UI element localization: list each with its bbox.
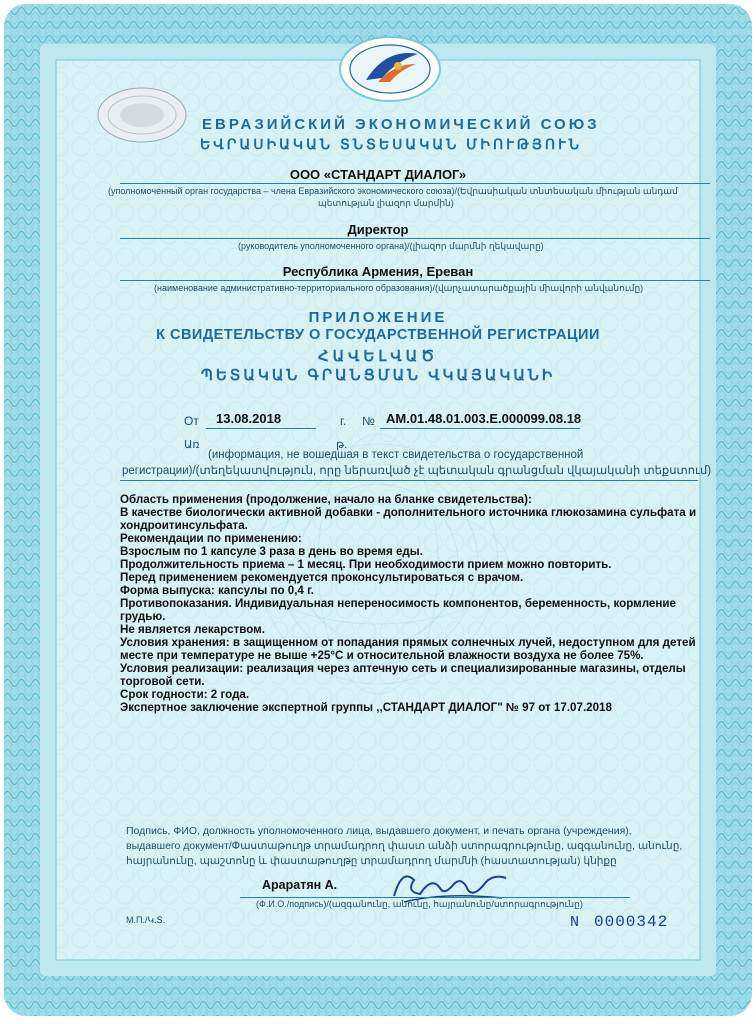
info-caption-line1: (информация, не вошедшая в текст свидетельства о государственной: [208, 449, 584, 461]
body-line: месте при температуре не выше +25°С и относительной влажности воздуха не более 75%.: [120, 649, 644, 662]
certificate-date: 13.08.2018: [216, 411, 282, 426]
hologram-sticker: [96, 86, 188, 144]
organ-caption-2: պետության լիազոր մարմին): [318, 198, 454, 208]
body-line: Перед применением рекомендуется проконсультироваться с врачом.: [120, 571, 524, 584]
body-line: В качестве биологически активной добавки - дополнительного источника глюкозамина сульфата и: [120, 506, 697, 519]
from-label-ru: От: [184, 414, 199, 428]
info-caption-line2: регистрации)/(տեղեկատվություն, որը ներառված չէ պետական գրանցման վկայականի տեքստում): [122, 465, 712, 477]
signature-name-caption: (Ф.И.О./подпись)/(ազգանունը, անունը, հայրանունը/ստորագրությունը): [256, 899, 583, 909]
signature-underline: [240, 897, 630, 898]
number-sign: №: [362, 414, 375, 428]
body-line: Условия хранения: в защищенном от попадания прямых солнечных лучей, недоступном для детей: [120, 636, 696, 649]
organ-name: ООО «СТАНДАРТ ДИАЛОГ»: [289, 167, 467, 182]
certificate-number: AM.01.48.01.003.E.000099.08.18: [386, 411, 582, 426]
date-underline: [206, 428, 316, 429]
title-appendix-ru: ПРИЛОЖЕНИЕ: [308, 309, 448, 326]
body-line: грудью.: [120, 610, 166, 623]
region-name: Республика Армения, Ереван: [282, 264, 474, 279]
stamp-place-label: М.П./Կ.Տ.: [126, 915, 166, 925]
signatory-name: Араратян А.: [262, 878, 338, 892]
eaeu-emblem: [338, 34, 442, 104]
body-line: Рекомендации по применению:: [120, 532, 302, 545]
title-certificate-am: ՊԵՏԱԿԱՆ ԳՐԱՆՑՄԱՆ ՎԿԱՅԱԿԱՆԻ: [200, 367, 556, 384]
body-line: Область применения (продолжение, начало на бланке свидетельства):: [120, 493, 532, 506]
from-label-am: Առ: [184, 439, 200, 451]
body-line: Форма выпуска: капсулы по 0,4 г.: [120, 584, 314, 597]
body-line: Не является лекарством.: [120, 623, 265, 636]
body-line: Продолжительность приема – 1 месяц. При необходимости прием можно повторить.: [120, 558, 612, 571]
organ-caption: (уполномоченный орган государства – члена Евразийского экономического союза)/(Եվրասիական տնտեսական միության անդամ: [108, 186, 678, 196]
head-caption: (руководитель уполномоченного органа)/(լիազոր մարմնի ղեկավարը): [238, 241, 544, 251]
body-line: Взрослым по 1 капсуле 3 раза в день во время еды.: [120, 545, 423, 558]
organ-underline: [120, 183, 710, 184]
signature-caption-3: հայրանունը, պաշտոնը և փաստաթուղթը տրամադրող մարմնի (հաստատության) կնիքը: [126, 855, 617, 867]
title-appendix-am: ՀԱՎԵԼՎԱԾ: [317, 348, 439, 365]
body-line: Экспертное заключение экспертной группы ,,СТАНДАРТ ДИАЛОГ" № 97 от 17.07.2018: [120, 701, 612, 714]
signature-caption-2: выдавшего документ/Փաստաթուղթ տրամադրող փաստ անձի ստորագրությունը, ազգանունը, անունը,: [126, 840, 683, 852]
head-underline: [120, 238, 710, 239]
serial-prefix: N: [570, 914, 580, 931]
title-certificate-ru: К СВИДЕТЕЛЬСТВУ О ГОСУДАРСТВЕННОЙ РЕГИСТРАЦИИ: [156, 327, 600, 343]
serial-number: 0000342: [594, 913, 669, 931]
signature-caption-1: Подпись, ФИО, должность уполномоченного лица, выдавшего документ, и печать органа (учреждения),: [126, 825, 632, 837]
body-line: Условия реализации: реализация через аптечную сеть и специализированные магазины, отделы: [120, 662, 686, 675]
year-label: г.: [340, 414, 347, 428]
head-position: Директор: [347, 222, 409, 237]
body-line: Противопоказания. Индивидуальная непереносимость компонентов, беременность, кормление: [120, 597, 676, 610]
union-title-ru: ЕВРАЗИЙСКИЙ ЭКОНОМИЧЕСКИЙ СОЮЗ: [202, 116, 600, 133]
body-line: торговой сети.: [120, 675, 205, 688]
body-line: Срок годности: 2 года.: [120, 688, 250, 701]
region-caption: (наименование административно-территориального образования)/(վարչատարածքային միավորի անվանումը): [154, 283, 644, 293]
number-underline: [380, 428, 580, 429]
union-title-am: ԵՎՐԱՍԻԱԿԱՆ ՏՆՏԵՍԱԿԱՆ ՄԻՈՒԹՅՈՒՆ: [200, 136, 582, 152]
year-label-am: թ.: [336, 439, 348, 451]
body-line: хондроитинсульфата.: [120, 519, 248, 532]
info-underline: [120, 480, 698, 481]
region-underline: [120, 280, 710, 281]
